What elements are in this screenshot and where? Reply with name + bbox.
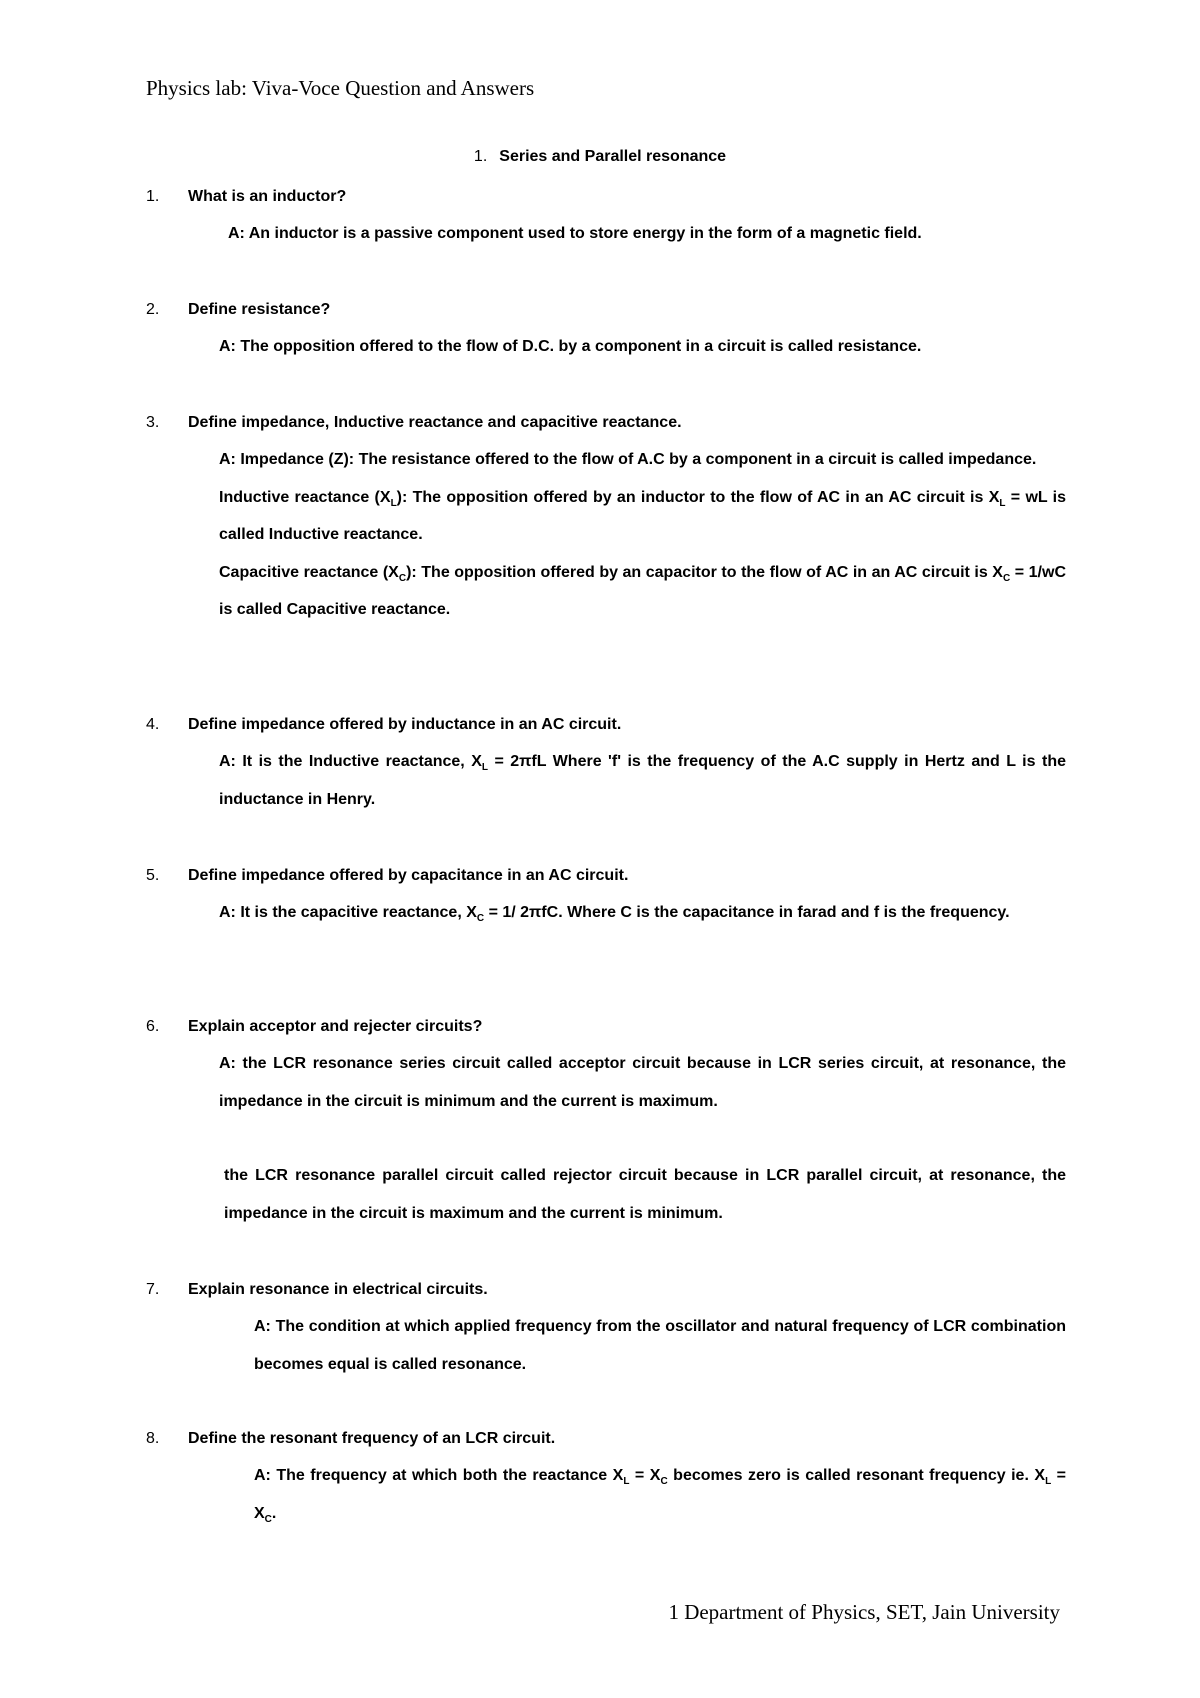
answer: A: It is the Inductive reactance, $X_L = 2\pi fL$ Where 'f' is the frequency of the A.C supply in Hertz and L is the inductance in Henry.	[219, 753, 1066, 808]
qa-item-5	[146, 857, 1066, 932]
answer	[219, 441, 1066, 629]
question	[146, 1420, 1066, 1457]
question-text: Define the resonant frequency of an LCR circuit.	[188, 1430, 556, 1447]
section-heading	[0, 148, 1200, 166]
question	[146, 857, 1066, 894]
answer: A: The frequency at which both the reactance $X_L = X_C$ becomes zero is called resonant frequency ie. $X_L = X_C$.	[254, 1467, 1067, 1525]
answer	[219, 1045, 1066, 1232]
page-footer: 1 Department of Physics, SET, Jain University	[668, 1600, 1060, 1624]
question-number: 8.	[146, 1430, 160, 1447]
answer-impedance: A: Impedance (Z): The resistance offered to the flow of A.C by a component in a circuit is called impedance.	[219, 451, 1037, 468]
section-number: 1.	[473, 148, 488, 165]
page-title: Physics lab: Viva-Voce Question and Answers	[146, 76, 535, 100]
question	[146, 178, 1066, 215]
question-text: Define resistance?	[188, 301, 331, 318]
question	[146, 1008, 1066, 1045]
answer: A: It is the capacitive reactance, $X_C = 1/$ 2πfC. Where C is the capacitance in farad and f is the frequency.	[219, 904, 1010, 925]
qa-item-1	[146, 178, 1066, 253]
question-number: 5.	[146, 867, 160, 884]
question-number: 6.	[146, 1018, 160, 1035]
answer: A: The condition at which applied frequency from the oscillator and natural frequency of LCR combination becomes equal is called resonance.	[254, 1318, 1066, 1373]
answer: A: The opposition offered to the flow of D.C. by a component in a circuit is called resistance.	[219, 338, 922, 355]
answer-inductive-reactance: Inductive reactance $(X_L)$: The opposition offered by an inductor to the flow of AC in an AC circuit is $X_L$ = wL is called Inductive reactance.	[219, 488, 1067, 543]
section-title: Series and Parallel resonance	[499, 148, 727, 165]
question-text: Define impedance, Inductive reactance and capacitive reactance.	[188, 414, 682, 431]
question	[146, 404, 1066, 441]
qa-item-4	[146, 706, 1066, 818]
answer-acceptor: A: the LCR resonance series circuit called acceptor circuit because in LCR series circuit, at resonance, the impedance in the circuit is minimum and the current is maximum.	[219, 1055, 1066, 1110]
qa-item-8	[146, 1420, 1066, 1532]
question-number: 4.	[146, 716, 160, 733]
question	[146, 706, 1066, 743]
answer: A: An inductor is a passive component used to store energy in the form of a magnetic field.	[228, 225, 922, 242]
qa-item-3	[146, 404, 1066, 629]
question-text: What is an inductor?	[188, 188, 347, 205]
question	[146, 291, 1066, 328]
answer-capacitive-reactance: Capacitive reactance $(X_C)$: The opposition offered by an capacitor to the flow of AC in an AC circuit is $X_C = 1/wC$ is called Capacitive reactance.	[219, 563, 1066, 618]
question-text: Explain resonance in electrical circuits.	[188, 1281, 488, 1298]
qa-item-2	[146, 291, 1066, 366]
question-text: Explain acceptor and rejecter circuits?	[188, 1018, 483, 1035]
qa-item-6	[146, 1008, 1066, 1232]
qa-item-7	[146, 1271, 1066, 1383]
question-number: 2.	[146, 301, 160, 318]
answer-rejector: the LCR resonance parallel circuit called rejector circuit because in LCR parallel circuit, at resonance, the impedance in the circuit is maximum and the current is minimum.	[224, 1167, 1066, 1222]
question-text: Define impedance offered by capacitance in an AC circuit.	[188, 867, 629, 884]
question-text: Define impedance offered by inductance in an AC circuit.	[188, 716, 622, 733]
question-number: 1.	[146, 188, 160, 205]
question-number: 7.	[146, 1281, 160, 1298]
question-number: 3.	[146, 414, 160, 431]
question	[146, 1271, 1066, 1308]
